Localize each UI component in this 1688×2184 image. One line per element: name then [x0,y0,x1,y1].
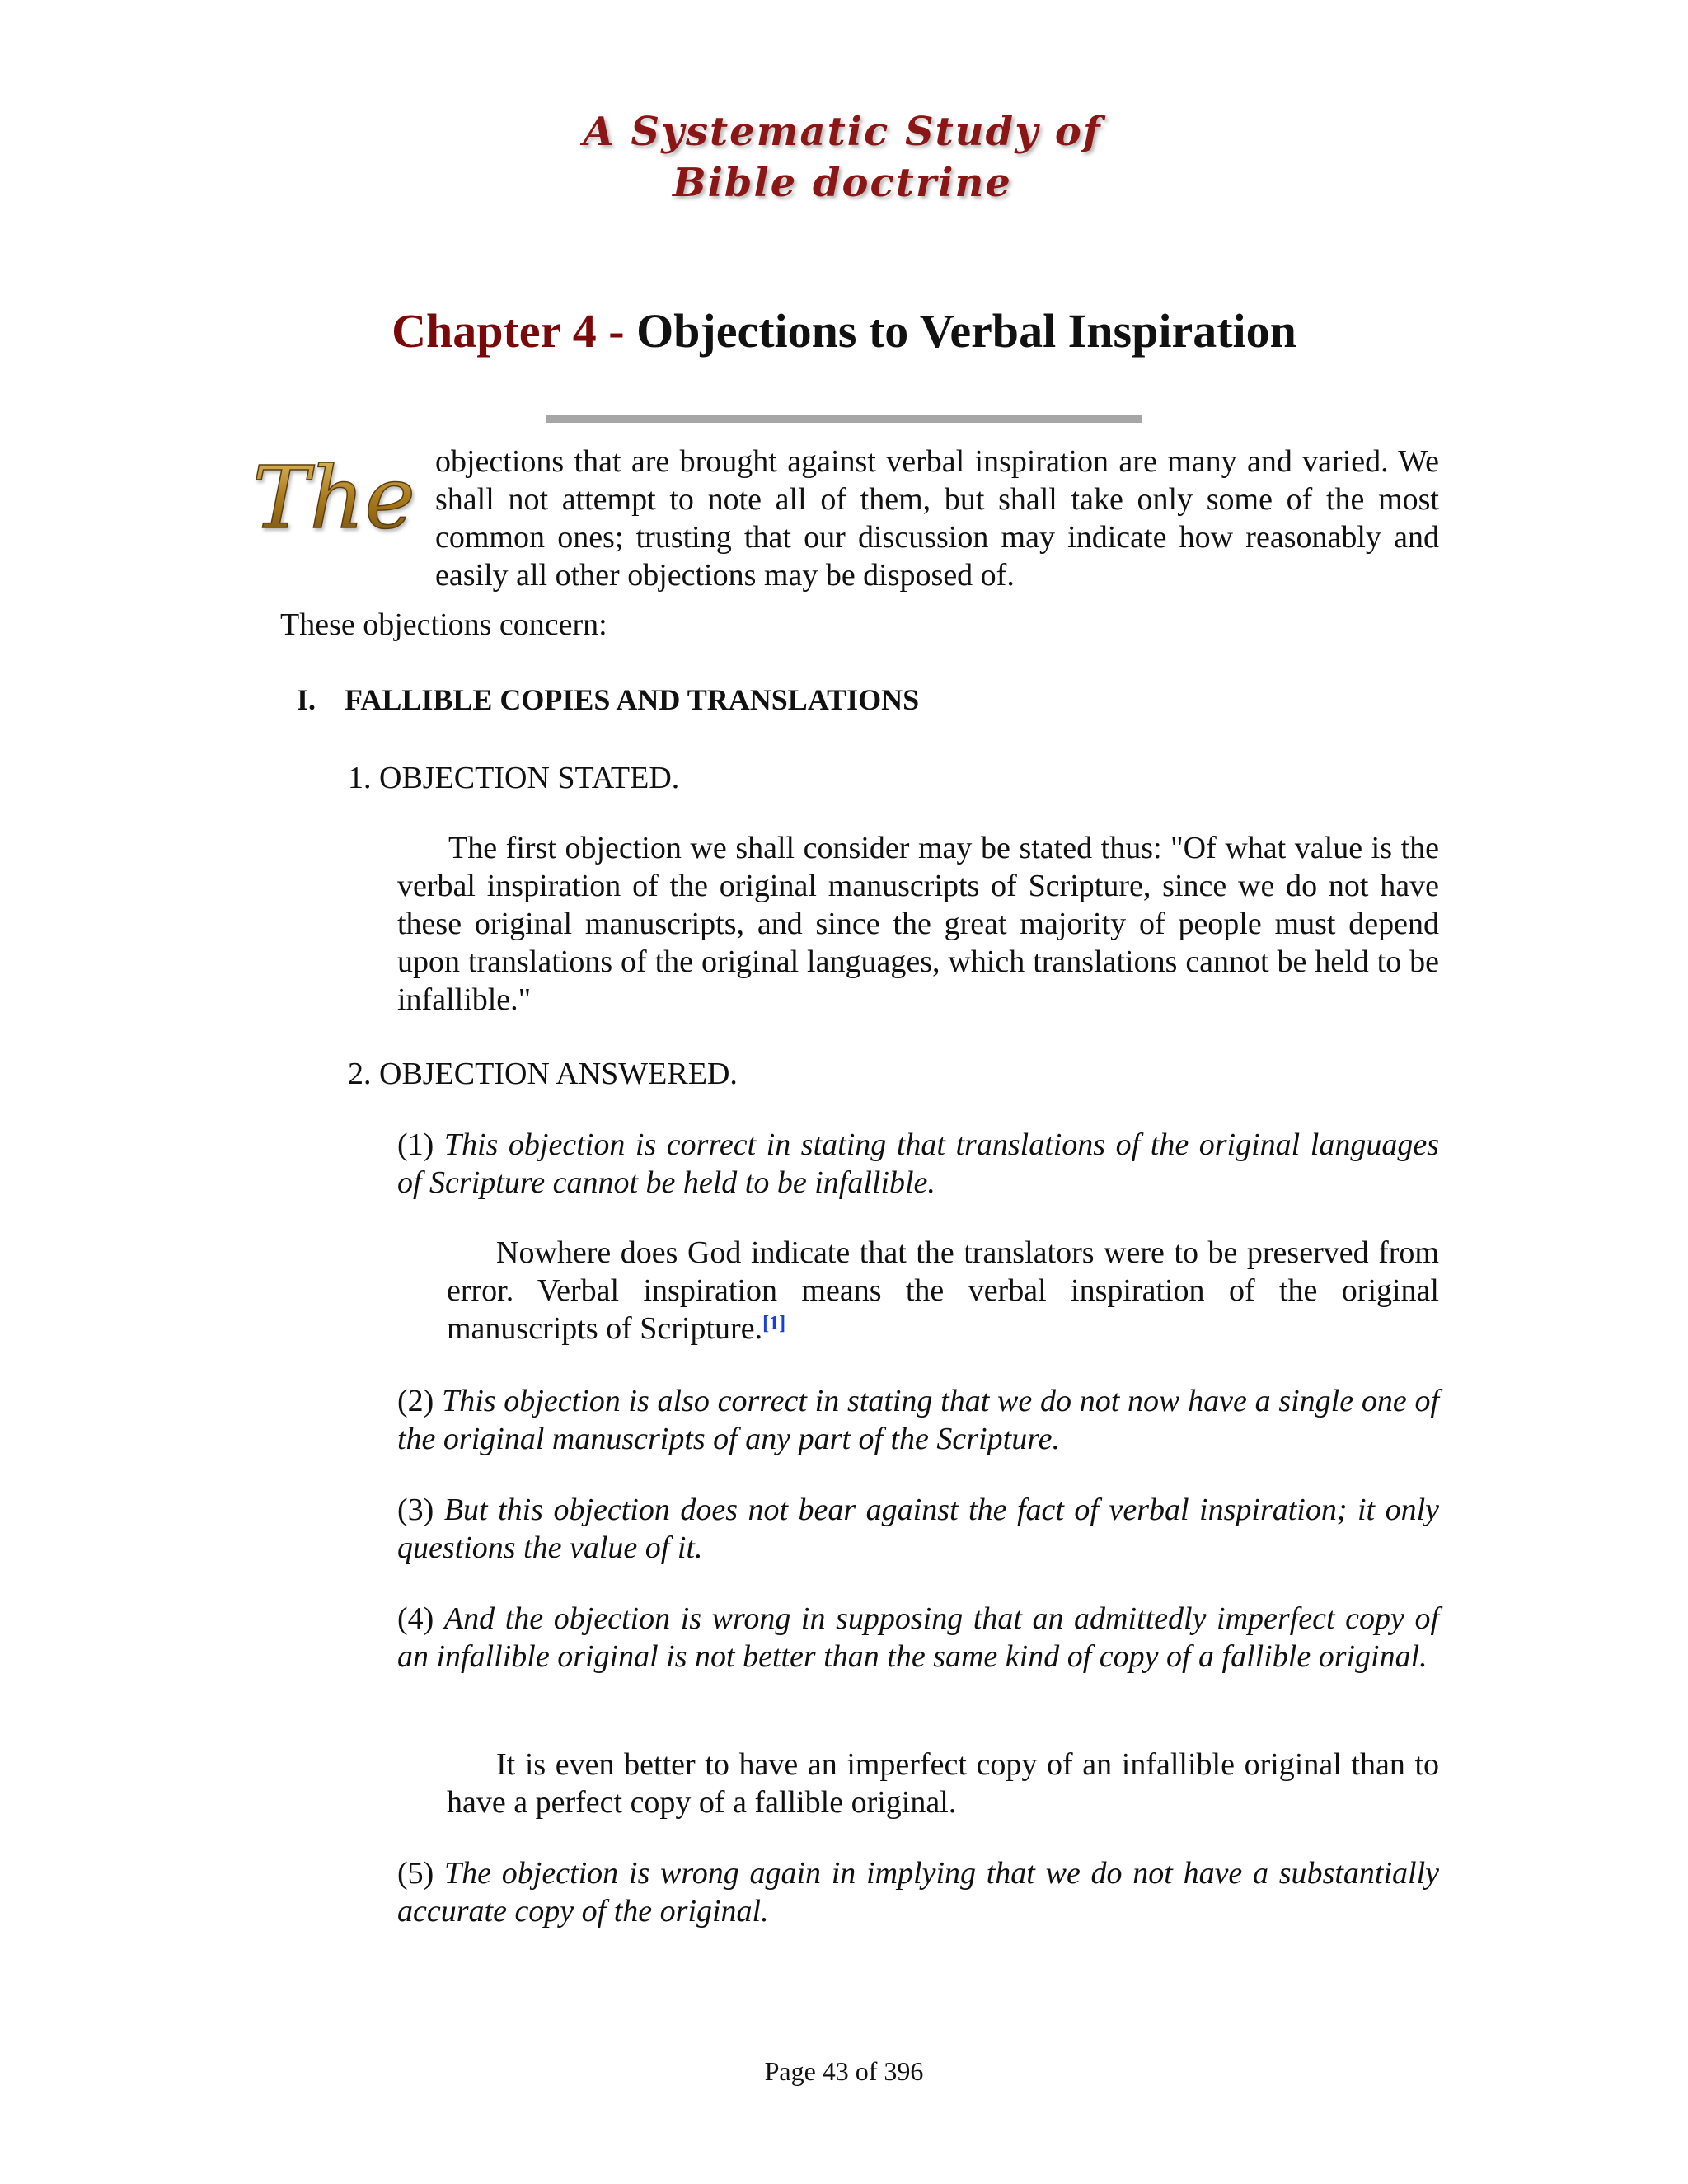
section-heading [297,681,919,719]
title-divider [546,415,1142,423]
section-number: I. [297,683,316,716]
answer-item-2 [397,1382,1439,1458]
chapter-number: Chapter 4 - [392,304,637,358]
page-number: Page 43 of 396 [764,2056,924,2086]
book-title-line1: A Systematic Study of [583,109,1102,155]
item-text: This objection is also correct in stating that we do not now have a single one of the original manuscripts of any part of the Scripture. [397,1384,1440,1456]
item-text: And the objection is wrong in supposing that an admittedly imperfect copy of an infallible original is not better than the same kind of copy of a fallible original. [397,1601,1440,1674]
item-4-explanation: It is even better to have an imperfect copy of an infallible original than to have a perfect copy of a fallible original. [447,1747,1439,1820]
book-title-line2: Bible doctrine [673,160,1012,206]
subheading-objection-answered: 2. OBJECTION ANSWERED. [348,1057,738,1091]
item-number: (1) [397,1127,434,1162]
concern-line: These objections concern: [280,607,607,642]
objection-paragraph: The first objection we shall consider may be stated thus: "Of what value is the verbal inspiration of the original manuscripts of Scripture, since we do not have these original manuscripts, and since the great majority of people must depend upon translations of the original languages, which translations cannot be held to be infallible." [397,831,1439,1017]
answer-item-1 [397,1126,1439,1202]
item-number: (2) [397,1384,434,1418]
dropcap-image [247,445,420,552]
intro-paragraph: objections that are brought against verbal inspiration are many and varied. We shall not attempt to note all of them, but shall take only some of the most common ones; trusting that our discussion may indicate how reasonably and easily all other objections may be disposed of. [435,444,1439,593]
answer-item-5 [397,1854,1439,1930]
chapter-name: Objections to Verbal Inspiration [636,304,1296,358]
item-number: (4) [397,1601,434,1636]
subheading-objection-stated: 1. OBJECTION STATED. [348,761,680,795]
item-1-explanation [447,1234,1439,1347]
answer-item-4 [397,1600,1439,1675]
footnote-link[interactable]: [1] [762,1313,786,1334]
item-text: This objection is correct in stating that translations of the original languages of Scripture cannot be held to be infallible. [397,1127,1439,1200]
item-number: (3) [397,1493,434,1527]
explanation-text: Nowhere does God indicate that the translators were to be preserved from error. Verbal inspiration means the verbal inspiration of the original manuscripts of Scripture. [447,1235,1439,1346]
chapter-title [0,298,1688,364]
section-title: FALLIBLE COPIES AND TRANSLATIONS [345,683,920,716]
dropcap-word: The [252,448,415,548]
item-text: The objection is wrong again in implying that we do not have a substantially accurate copy of the original. [397,1856,1439,1929]
item-text: But this objection does not bear against the fact of verbal inspiration; it only questions the value of it. [397,1493,1440,1565]
book-title-image [554,97,1131,213]
answer-item-3 [397,1491,1439,1567]
item-number: (5) [397,1856,434,1891]
